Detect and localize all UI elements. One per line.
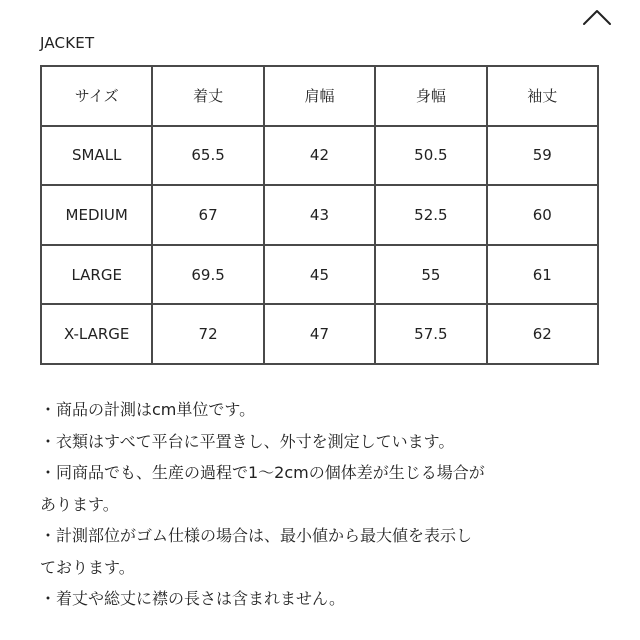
note-line: ・計測部位がゴム仕様の場合は、最小値から最大値を表示し — [40, 526, 473, 545]
table-cell: 69.5 — [152, 245, 263, 305]
note-line: ・商品の計測はcm単位です。 — [40, 400, 256, 419]
table-cell: LARGE — [41, 245, 152, 305]
table-cell: 47 — [264, 304, 375, 364]
table-cell: 50.5 — [375, 126, 486, 186]
table-cell: MEDIUM — [41, 185, 152, 245]
note-line: ・着丈や総丈に襟の長さは含まれません。 — [40, 589, 345, 608]
table-cell: 52.5 — [375, 185, 486, 245]
section-title: JACKET — [40, 34, 95, 52]
note-line: ・衣類はすべて平台に平置きし、外寸を測定しています。 — [40, 431, 455, 451]
table-row — [41, 126, 598, 186]
table-header-row — [41, 66, 598, 126]
header-cell-chest: 身幅 — [375, 66, 486, 126]
table-cell: 67 — [152, 185, 263, 245]
table-cell: 62 — [487, 304, 598, 364]
table-row — [41, 245, 598, 305]
table-cell: 55 — [375, 245, 486, 305]
table-cell: X-LARGE — [41, 304, 152, 364]
table-cell: 60 — [487, 185, 598, 245]
table-cell: 72 — [152, 304, 263, 364]
header-cell-size: サイズ — [41, 66, 152, 126]
table-cell: SMALL — [41, 126, 152, 186]
collapse-button[interactable] — [580, 6, 614, 28]
table-cell: 45 — [264, 245, 375, 305]
size-chart-table — [40, 65, 599, 365]
table-cell: 57.5 — [375, 304, 486, 364]
header-cell-length: 着丈 — [152, 66, 263, 126]
table-row — [41, 304, 598, 364]
note-line: あります。 — [40, 494, 119, 514]
measurement-notes — [40, 394, 610, 615]
header-cell-sleeve: 袖丈 — [487, 66, 598, 126]
table-cell: 61 — [487, 245, 598, 305]
table-cell: 43 — [264, 185, 375, 245]
chevron-up-icon — [580, 6, 614, 28]
table-cell: 42 — [264, 126, 375, 186]
header-cell-shoulder: 肩幅 — [264, 66, 375, 126]
note-line: ております。 — [40, 557, 135, 577]
table-cell: 59 — [487, 126, 598, 186]
table-row — [41, 185, 598, 245]
table-cell: 65.5 — [152, 126, 263, 186]
note-line: ・同商品でも、生産の過程で1〜2cmの個体差が生じる場合が — [40, 463, 485, 482]
